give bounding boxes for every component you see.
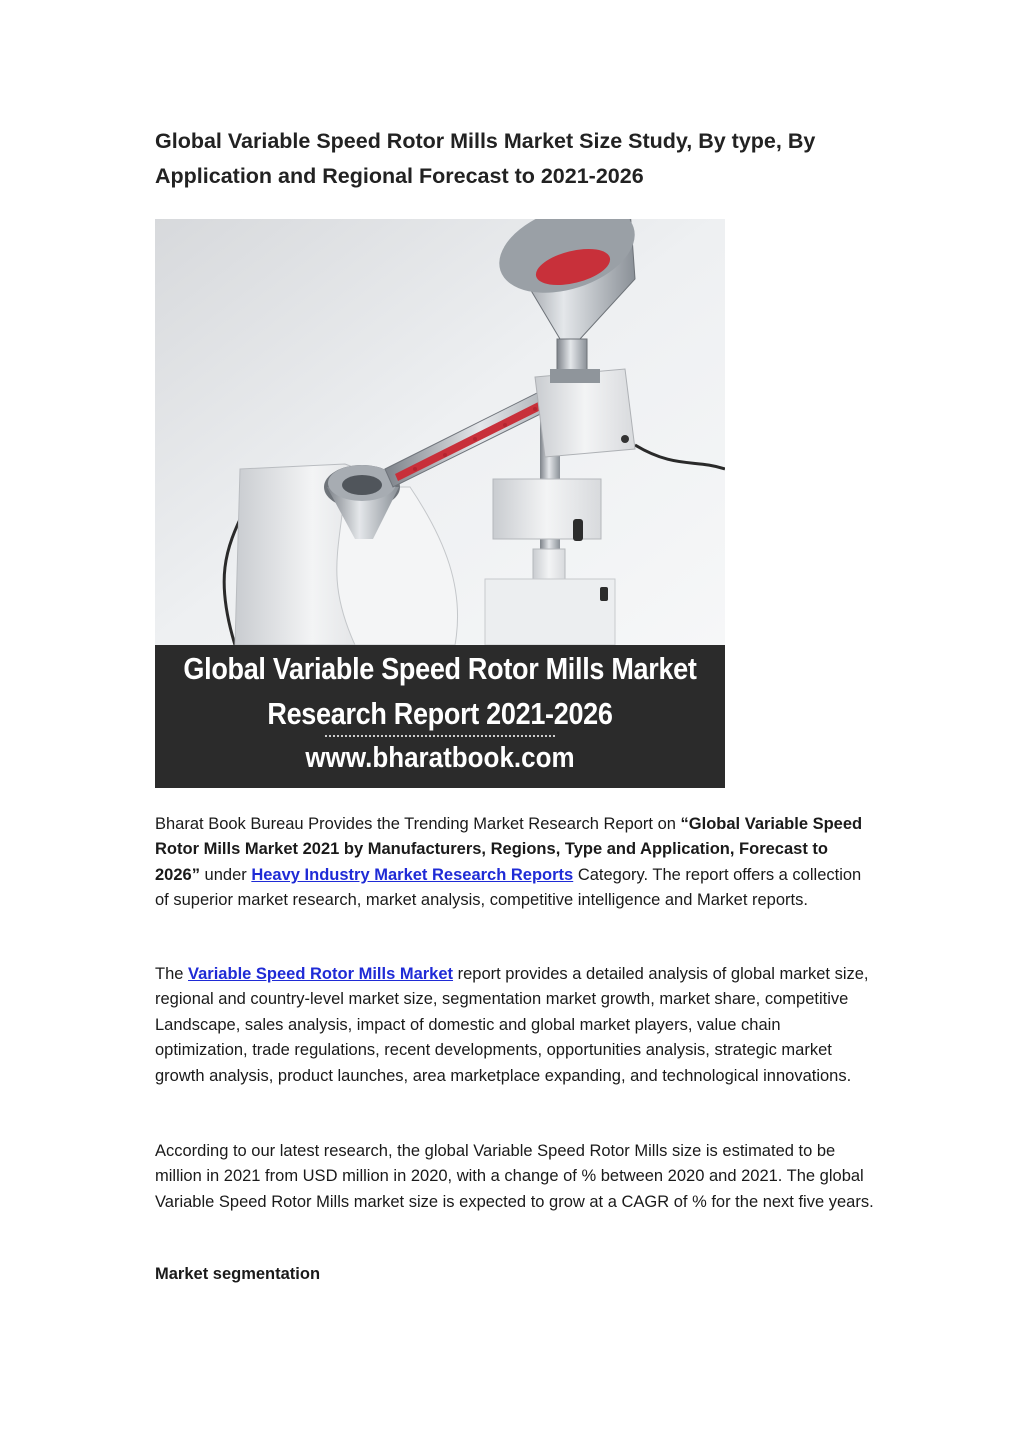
section-heading: Market segmentation: [155, 1265, 321, 1283]
intro-text: Bharat Book Bureau Provides the Trending Market Research Report on: [155, 815, 681, 833]
intro-rest-text: Category. The report offers a collection of superior market research, market analysis, competitive intelligence and Market reports.: [155, 865, 862, 910]
market-link[interactable]: Variable Speed Rotor Mills Market: [188, 965, 454, 983]
banner-url: www.bharatbook.com: [305, 740, 575, 774]
category-link[interactable]: Heavy Industry Market Research Reports: [251, 865, 574, 884]
banner-title: Global Variable Speed Rotor Mills Market Research Report 2021-2026: [183, 652, 697, 731]
intro-paragraph: [155, 812, 875, 914]
report-title-bold: “Global Variable Speed Rotor Mills Market 2021 by Manufacturers, Regions, Type and Application, Forecast to 2026”: [155, 815, 863, 884]
analysis-paragraph: [155, 962, 875, 1089]
under-text: under: [199, 865, 252, 884]
research-paragraph: According to our latest research, the global Variable Speed Rotor Mills size is estimated to be million in 2021 from USD million in 2020, with a change of % between 2020 and 2021. The global Variable Speed Rotor Mills market size is expected to grow at a CAGR of % for the next five years.: [155, 1142, 874, 1211]
image-banner: [155, 645, 725, 788]
product-image: [155, 219, 725, 788]
page-title: Global Variable Speed Rotor Mills Market Size Study, By type, By Application and Regional Forecast to 2021-2026: [155, 129, 816, 188]
analysis-rest: report provides a detailed analysis of global market size, regional and country-level market size, segmentation market growth, market share, competitive Landscape, sales analysis, impact of domestic and global market players, value chain optimization, trade regulations, recent developments, opportunities analysis, strategic market growth analysis, product launches, area marketplace expanding, and technological innovations.: [155, 965, 869, 1085]
rotor-mill-illustration: [155, 219, 725, 645]
analysis-intro: The: [155, 965, 189, 983]
